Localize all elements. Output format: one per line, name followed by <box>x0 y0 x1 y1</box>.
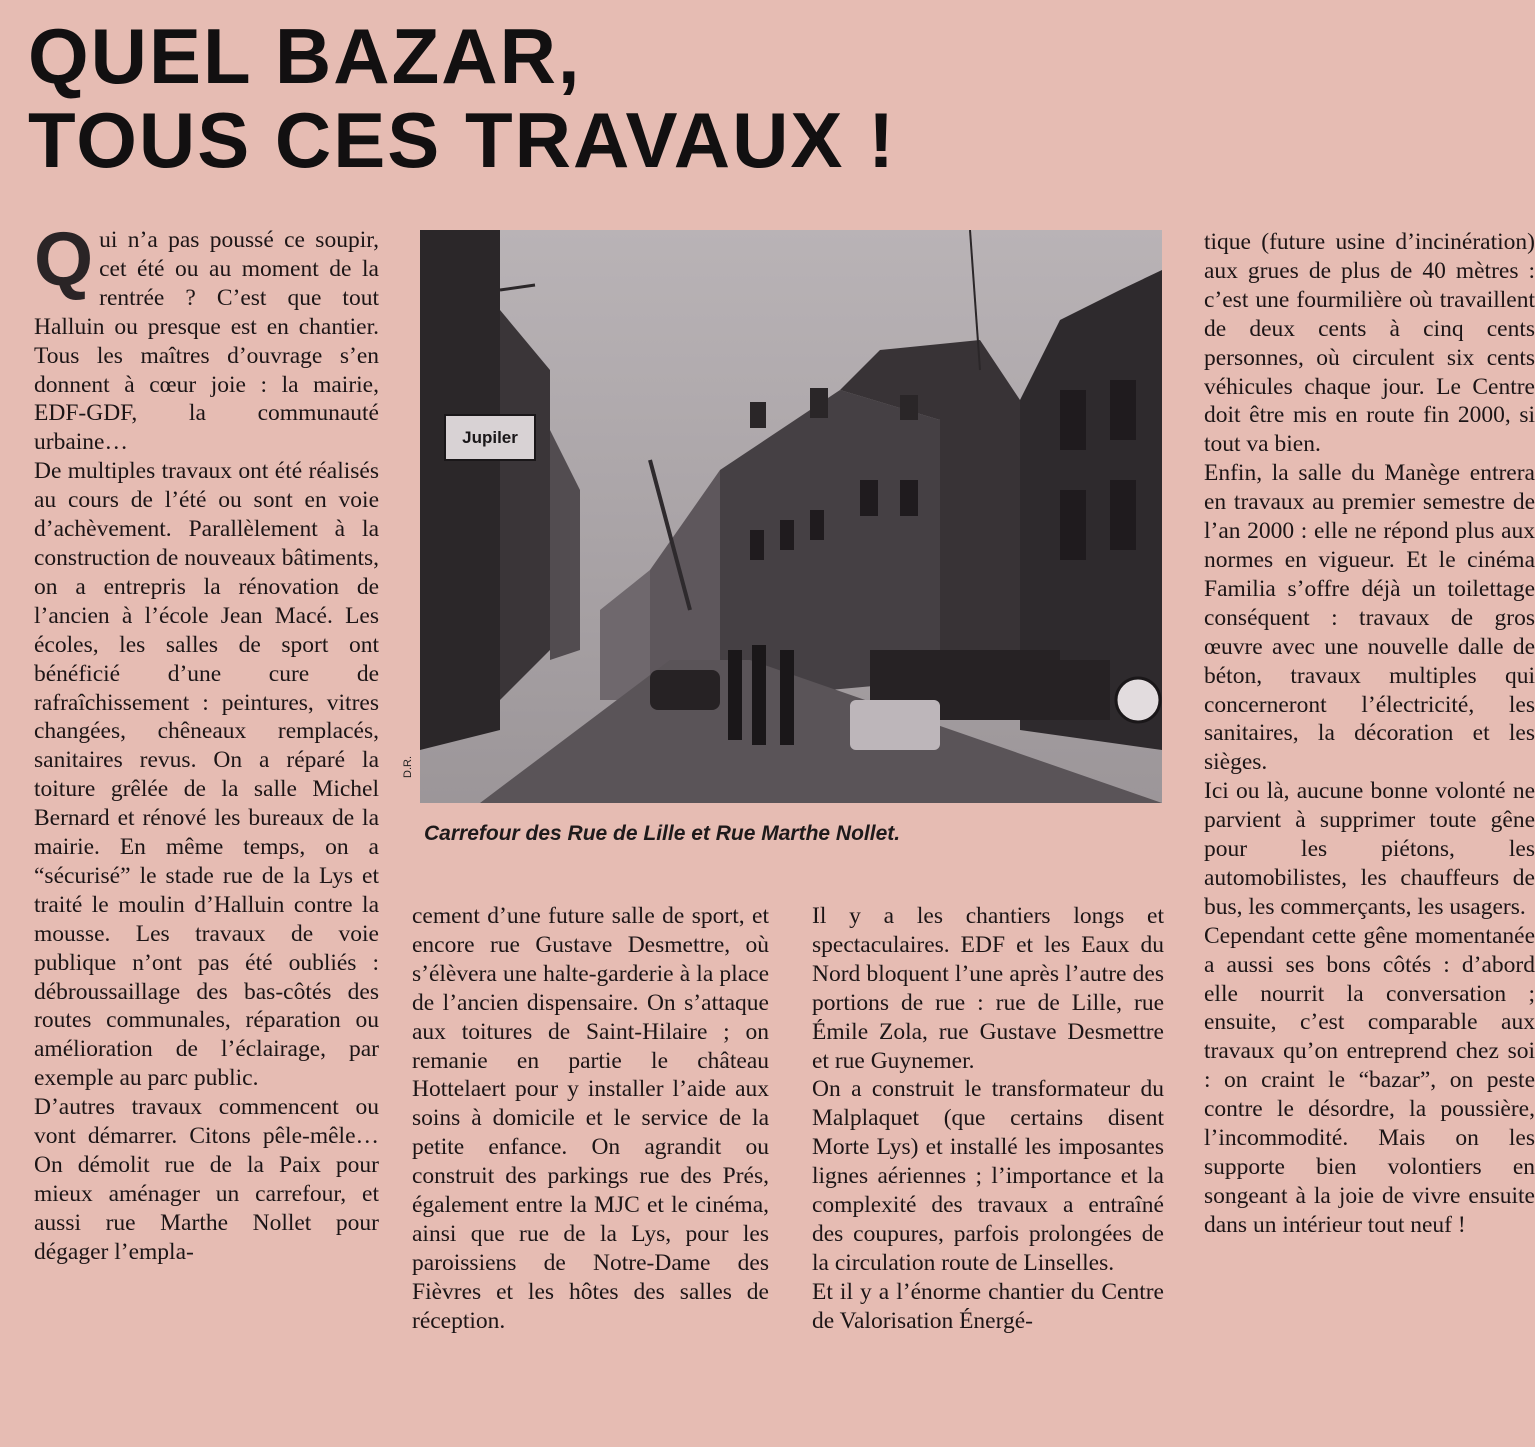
headline-line-2: TOUS CES TRAVAUX ! <box>28 96 897 184</box>
col2-paragraph-1: cement d’une future salle de sport, et encore rue Gustave Desmettre, où s’élèvera une halte-garderie à la place de l’ancien dispensaire. On s’attaque aux toitures de Saint-Hilaire ; on remanie en partie le château Hottelaert pour y installer l’aide aux soins à domicile et le service de la petite enfance. On agrandit ou construit des parkings rue des Prés, également entre la MJC et le cinéma, ainsi que rue de la Lys, pour les paroissiens de Notre-Dame des Fièvres et les hôtes des salles de réception. <box>412 903 769 1334</box>
article-column-3 <box>812 902 1164 1336</box>
article-column-4 <box>1204 228 1535 1240</box>
col4-paragraph-1: tique (future usine d’incinération) aux grues de plus de 40 mètres : c’est une fourmilière où travaillent de deux cents à cinq cents personnes, où circulent six cents véhicules chaque jour. Le Centre doit être mis en route fin 2000, si tout va bien. <box>1204 229 1535 458</box>
storefront-sign: Jupiler <box>462 428 518 447</box>
col3-paragraph-3: Et il y a l’énorme chantier du Centre de Valorisation Énergé- <box>812 1278 1164 1334</box>
col4-paragraph-3: Ici ou là, aucune bonne volonté ne parvient à supprimer toute gêne pour les piétons, les automobilistes, les chauffeurs de bus, les commerçants, les usagers. <box>1204 778 1535 920</box>
headline <box>28 14 896 182</box>
col1-paragraph-2: De multiples travaux ont été réalisés au cours de l’été ou sont en voie d’achèvement. Parallèlement à la construction de nouveaux bâtiments, on a entrepris la rénovation de l’ancien à l’école Jean Macé. Les écoles, les salles de sport ont bénéficié d’une cure de rafraîchissement : peintures, vitres changées, chêneaux remplacés, sanitaires revus. On a réparé la toiture grêlée de la salle Michel Bernard et rénové les bureaux de la mairie. En même temps, on a “sécurisé” le stade rue de la Lys et traité le moulin d’Halluin contre la mousse. Les travaux de voie publique n’ont pas été oubliés : débroussaillage des bas-côtés des routes communales, réparation ou amélioration de l’éclairage, par exemple au parc public. <box>34 458 379 1092</box>
col4-paragraph-2: Enfin, la salle du Manège entrera en travaux au premier semestre de l’an 2000 : elle ne répond plus aux normes en vigueur. Et le cinéma Familia s’offre déjà un toilettage conséquent : travaux de gros œuvre avec une nouvelle dalle de béton, travaux multiples qui concerneront l’électricité, les sanitaires, la décoration et les sièges. <box>1204 460 1535 776</box>
drop-cap: Q <box>34 217 94 302</box>
col1-paragraph-3: D’autres travaux commencent ou vont démarrer. Citons pêle-mêle… On démolit rue de la Paix pour mieux aménager un carrefour, et aussi rue Marthe Nollet pour dégager l’empla- <box>34 1094 379 1265</box>
article-column-1 <box>34 217 379 1267</box>
headline-line-1: QUEL BAZAR, <box>28 12 582 100</box>
street-photo <box>420 230 1162 803</box>
article-column-2 <box>412 902 769 1336</box>
col4-paragraph-4: Cependant cette gêne momentanée a aussi ses bons côtés : d’abord elle nourrit la conversation ; ensuite, c’est comparable aux travaux qu’on entreprend chez soi : on craint le “bazar”, on peste contre le désordre, la poussière, l’incommodité. Mais on les supporte bien volontiers en songeant à la joie de vivre ensuite dans un intérieur tout neuf ! <box>1204 922 1535 1238</box>
street-scene-illustration <box>420 230 1162 803</box>
col3-paragraph-1: Il y a les chantiers longs et spectaculaires. EDF et les Eaux du Nord bloquent l’une après l’autre des portions de rue : rue de Lille, rue Émile Zola, rue Gustave Desmettre et rue Guynemer. <box>812 903 1164 1074</box>
col1-paragraph-1: ui n’a pas poussé ce soupir, cet été ou au moment de la rentrée ? C’est que tout Halluin ou presque est en chantier. Tous les maîtres d’ouvrage s’en donnent à cœur joie : la mairie, EDF-GDF, la communauté urbaine… <box>34 227 379 456</box>
col3-paragraph-2: On a construit le transformateur du Malplaquet (que certains disent Morte Lys) et installé les imposantes lignes aériennes ; l’importance et la complexité des travaux a entraîné des coupures, parfois prolongées de la circulation route de Linselles. <box>812 1076 1164 1276</box>
photo-caption: Carrefour des Rue de Lille et Rue Marthe Nollet. <box>424 822 901 845</box>
photo-credit: D.R. <box>402 756 414 778</box>
